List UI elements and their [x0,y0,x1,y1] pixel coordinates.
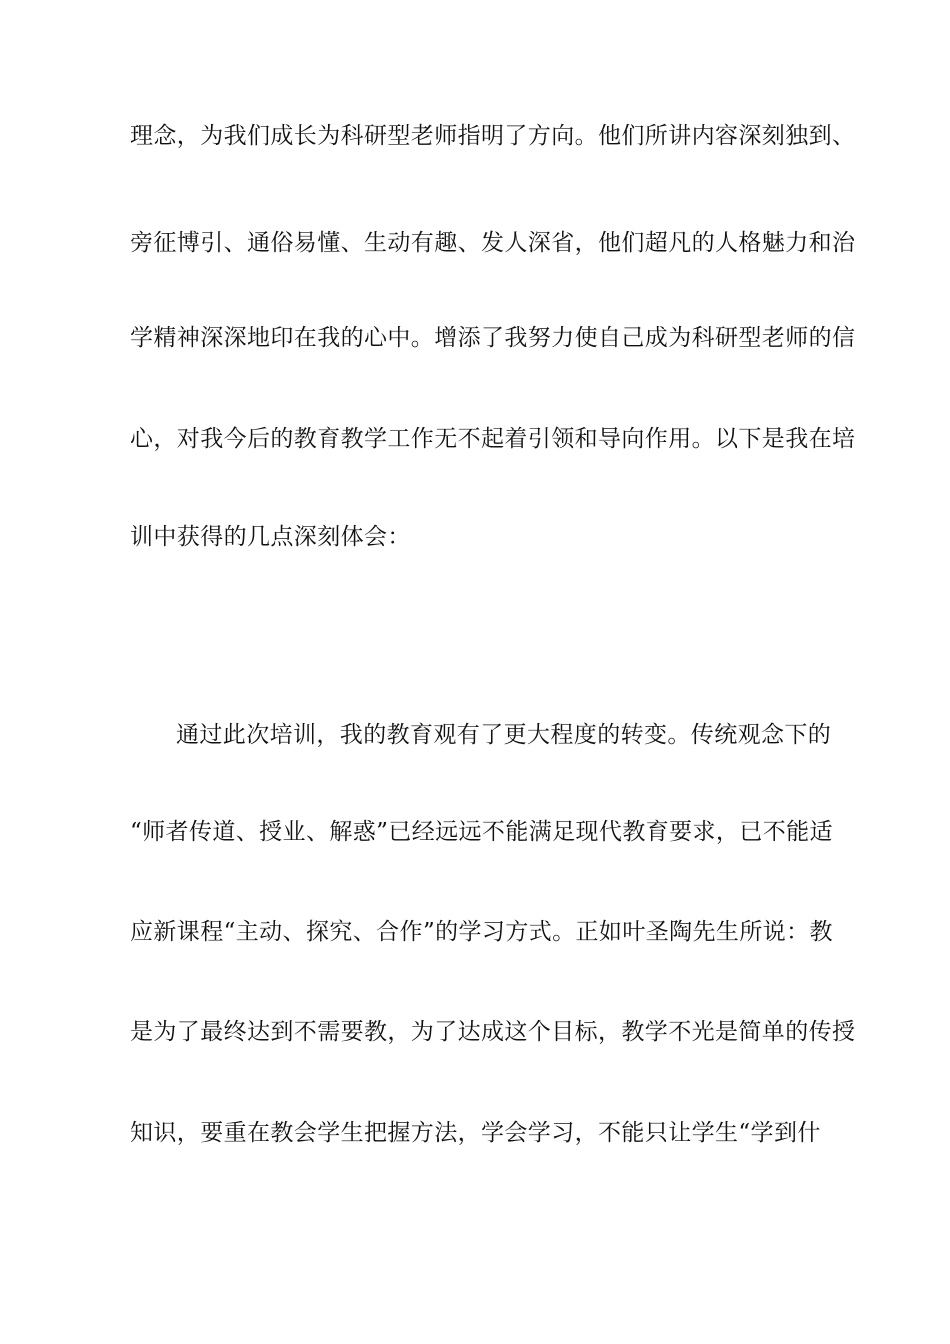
paragraph-line: 知识，要重在教会学生把握方法，学会学习，不能只让学生“学到什 [130,1120,821,1146]
paragraph-line: 理念，为我们成长为科研型老师指明了方向。他们所讲内容深刻独到、 [130,123,856,149]
paragraph-line: 旁征博引、通俗易懂、生动有趣、发人深省，他们超凡的人格魅力和治 [130,230,856,256]
paragraph-line: 应新课程“主动、探究、合作”的学习方式。正如叶圣陶先生所说：教 [130,919,833,945]
paragraph-line: 心，对我今后的教育教学工作无不起着引领和导向作用。以下是我在培 [130,426,856,452]
paragraph-line: 是为了最终达到不需要教，为了达成这个目标，教学不光是简单的传授 [130,1019,856,1045]
paragraph-line: “师者传道、授业、解惑”已经远远不能满足现代教育要求，已不能适 [130,819,833,845]
paragraph-line: 学精神深深地印在我的心中。增添了我努力使自己成为科研型老师的信 [130,325,856,351]
paragraph-line: 训中获得的几点深刻体会： [130,524,411,550]
paragraph-line: 通过此次培训，我的教育观有了更大程度的转变。传统观念下的 [176,722,832,748]
